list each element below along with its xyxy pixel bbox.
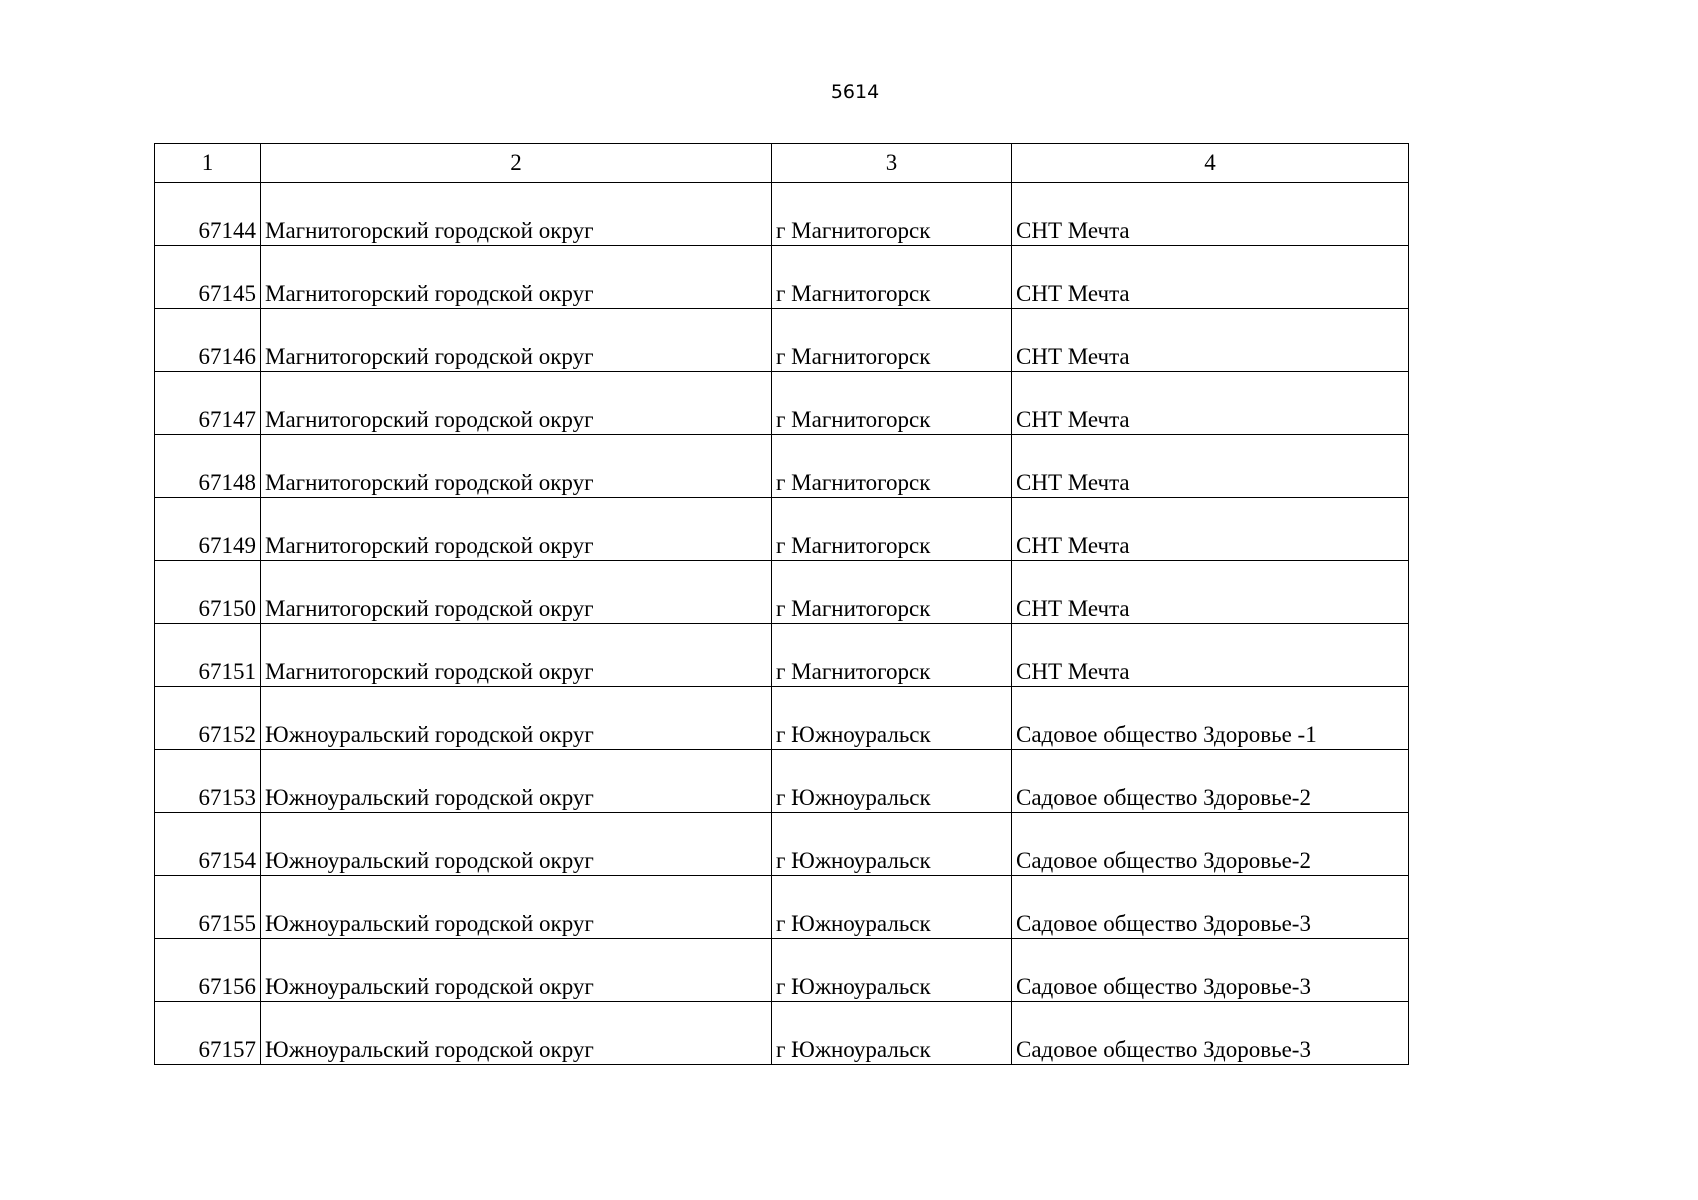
table-body <box>155 183 1409 1065</box>
cell-settlement: г Южноуральск <box>772 687 1012 750</box>
cell-settlement: г Магнитогорск <box>772 435 1012 498</box>
table-row <box>155 498 1409 561</box>
table-row <box>155 561 1409 624</box>
table-row <box>155 624 1409 687</box>
cell-district: Магнитогорский городской округ <box>261 624 772 687</box>
cell-object: СНТ Мечта <box>1012 246 1409 309</box>
cell-settlement: г Магнитогорск <box>772 246 1012 309</box>
cell-settlement: г Южноуральск <box>772 813 1012 876</box>
cell-object: Садовое общество Здоровье-3 <box>1012 876 1409 939</box>
cell-object: Садовое общество Здоровье -1 <box>1012 687 1409 750</box>
cell-id: 67148 <box>155 435 261 498</box>
table-row <box>155 183 1409 246</box>
table-row <box>155 1002 1409 1065</box>
cell-id: 67145 <box>155 246 261 309</box>
cell-object: Садовое общество Здоровье-3 <box>1012 939 1409 1002</box>
cell-id: 67147 <box>155 372 261 435</box>
cell-object: СНТ Мечта <box>1012 498 1409 561</box>
cell-district: Южноуральский городской округ <box>261 1002 772 1065</box>
cell-id: 67156 <box>155 939 261 1002</box>
cell-settlement: г Магнитогорск <box>772 372 1012 435</box>
table-row <box>155 813 1409 876</box>
table-header <box>155 144 1409 183</box>
header-cell-1: 1 <box>155 144 261 183</box>
cell-settlement: г Магнитогорск <box>772 498 1012 561</box>
cell-settlement: г Южноуральск <box>772 750 1012 813</box>
cell-district: Южноуральский городской округ <box>261 939 772 1002</box>
cell-district: Магнитогорский городской округ <box>261 561 772 624</box>
cell-settlement: г Магнитогорск <box>772 309 1012 372</box>
cell-object: СНТ Мечта <box>1012 372 1409 435</box>
cell-id: 67149 <box>155 498 261 561</box>
table-row <box>155 939 1409 1002</box>
page-number: 5614 <box>830 81 880 103</box>
table-row <box>155 246 1409 309</box>
cell-object: Садовое общество Здоровье-3 <box>1012 1002 1409 1065</box>
table-row <box>155 750 1409 813</box>
cell-id: 67157 <box>155 1002 261 1065</box>
cell-id: 67152 <box>155 687 261 750</box>
cell-district: Южноуральский городской округ <box>261 750 772 813</box>
cell-object: СНТ Мечта <box>1012 561 1409 624</box>
table-row <box>155 372 1409 435</box>
cell-district: Южноуральский городской округ <box>261 687 772 750</box>
table-row <box>155 687 1409 750</box>
cell-id: 67155 <box>155 876 261 939</box>
table-row <box>155 309 1409 372</box>
cell-id: 67146 <box>155 309 261 372</box>
cell-object: Садовое общество Здоровье-2 <box>1012 813 1409 876</box>
cell-settlement: г Южноуральск <box>772 876 1012 939</box>
cell-district: Южноуральский городской округ <box>261 813 772 876</box>
cell-district: Магнитогорский городской округ <box>261 372 772 435</box>
cell-object: СНТ Мечта <box>1012 435 1409 498</box>
cell-settlement: г Южноуральск <box>772 939 1012 1002</box>
cell-district: Магнитогорский городской округ <box>261 435 772 498</box>
cell-object: СНТ Мечта <box>1012 624 1409 687</box>
cell-id: 67154 <box>155 813 261 876</box>
cell-settlement: г Южноуральск <box>772 1002 1012 1065</box>
header-row <box>155 144 1409 183</box>
cell-settlement: г Магнитогорск <box>772 183 1012 246</box>
cell-object: Садовое общество Здоровье-2 <box>1012 750 1409 813</box>
table-row <box>155 435 1409 498</box>
cell-district: Магнитогорский городской округ <box>261 498 772 561</box>
cell-object: СНТ Мечта <box>1012 183 1409 246</box>
register-table <box>154 143 1409 1065</box>
cell-id: 67151 <box>155 624 261 687</box>
header-cell-2: 2 <box>261 144 772 183</box>
cell-object: СНТ Мечта <box>1012 309 1409 372</box>
cell-settlement: г Магнитогорск <box>772 624 1012 687</box>
cell-id: 67144 <box>155 183 261 246</box>
header-cell-3: 3 <box>772 144 1012 183</box>
cell-district: Магнитогорский городской округ <box>261 246 772 309</box>
cell-settlement: г Магнитогорск <box>772 561 1012 624</box>
cell-district: Южноуральский городской округ <box>261 876 772 939</box>
table-row <box>155 876 1409 939</box>
cell-id: 67150 <box>155 561 261 624</box>
header-cell-4: 4 <box>1012 144 1409 183</box>
cell-district: Магнитогорский городской округ <box>261 309 772 372</box>
cell-id: 67153 <box>155 750 261 813</box>
cell-district: Магнитогорский городской округ <box>261 183 772 246</box>
